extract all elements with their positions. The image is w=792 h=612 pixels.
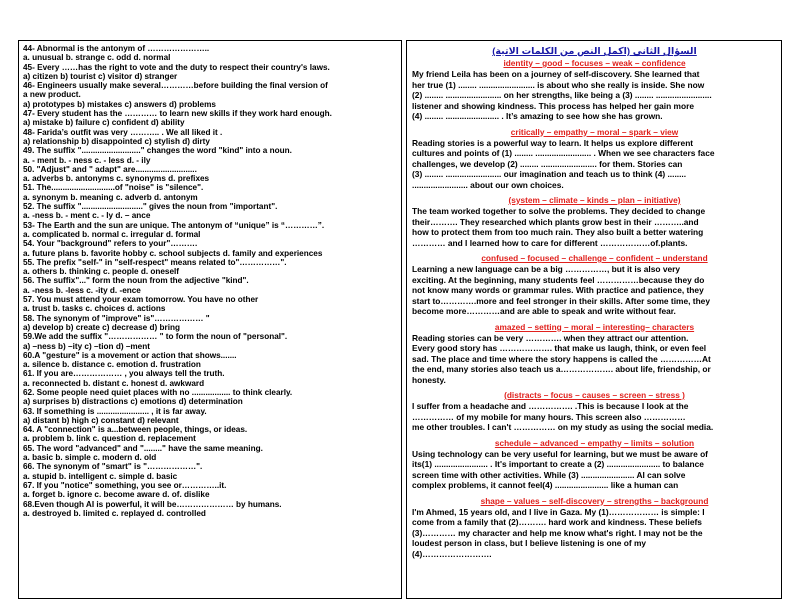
question-line: 46- Engineers usually make several…………before building the final version of — [23, 81, 328, 91]
passage — [412, 507, 777, 560]
passage-line: …………… of my mobile for many hours. This screen also …………… — [412, 411, 686, 422]
passage — [412, 69, 777, 122]
word-bank: confused – focused – challenge – confident – understand — [481, 253, 708, 263]
question-line: a. basic b. simple c. modern d. old — [23, 453, 157, 463]
question-line: a. destroyed b. limited c. replayed d. controlled — [23, 508, 206, 518]
question-line: 57. You must attend your exam tomorrow. You have no other — [23, 295, 259, 305]
passage — [412, 138, 777, 191]
passage-line: The team worked together to solve the problems. They decided to change — [412, 206, 706, 216]
question-line: a new product. — [23, 90, 81, 100]
question-line: a. problem b. link c. question d. replacement — [23, 434, 196, 444]
question-line: a. reconnected b. distant c. honest d. awkward — [23, 378, 205, 388]
passage-line: Learning a new language can be a big ……………, but it is also very — [412, 264, 681, 274]
passage-line: (2) ........ ........................ on her strengths, like being a (3) ........ ........................ — [412, 90, 712, 100]
word-bank: identity – good – focuses – weak – confidence — [503, 58, 686, 68]
passage-line: I suffer from a headache and ……………. .This is because I look at the — [412, 401, 689, 411]
passage-line: honesty. — [412, 374, 446, 385]
question-line: a. future plans b. favorite hobby c. school subjects d. family and experiences — [23, 248, 323, 258]
passage-line: start to………….more and feel stronger in their skills. After some time, they — [412, 295, 710, 306]
completion-column — [406, 40, 782, 599]
question-line: a. silence b. distance c. emotion d. frustration — [23, 360, 201, 370]
passage-line: listener and showing kindness. This process has helped her gain more — [412, 100, 695, 111]
passage-line: cultures and points of (1) ........ ........................ . When we see characters face — [412, 148, 715, 158]
question-line: 65. The word "advanced" and "........" have the same meaning. — [23, 443, 263, 453]
passage-line: loudest person in class, but I believe listening is one of my — [412, 538, 647, 548]
passage-line: come from a family that (2)………. hard work and kindness. These beliefs — [412, 517, 702, 527]
word-bank: critically – empathy – moral – spark – view — [510, 126, 679, 137]
passage-line: (4)……………………. — [412, 548, 492, 559]
question-line: 48- Farida’s outfit was very ……….. . We all liked it . — [23, 127, 223, 137]
passage-line: exciting. At the beginning, many students feel ……………because they do — [412, 274, 705, 285]
passage-line: complex problems, it cannot feel(4) ....................... like a human can — [412, 480, 679, 490]
passage-line: challenges, we develop (2) ........ ........................ for them. Stories can — [412, 158, 683, 169]
question-line: a. -ness b. - ment c. - ly d. – ance — [23, 211, 151, 221]
question-line: 45- Every ……has the right to vote and the duty to respect their country's laws. — [23, 62, 330, 72]
question-line: 55. The prefix "self-" in "self-respect" means related to"……………". — [23, 257, 287, 267]
passage-line: Reading stories is a powerful way to learn. It helps us explore different — [412, 137, 694, 148]
question-line: 62. Some people need quiet places with no ................. to think clearly. — [23, 387, 293, 397]
passage-line: Reading stories can be very …………. when they attract our attention. — [412, 332, 689, 343]
passage-line: their………. They researched which plants grow best in their ………..and — [412, 216, 699, 227]
word-bank: schedule – advanced – empathy – limits – solution — [494, 437, 695, 448]
question-line: 68.Even though AI is powerful, it will be………………… by humans. — [23, 499, 282, 509]
question-line: a. synonym b. meaning c. adverb d. antonym — [23, 192, 198, 202]
passage-line: Using technology can be very useful for learning, but we must be aware of — [412, 448, 708, 459]
question-line: 67. If you "notice" something, you see or…………..it. — [23, 480, 227, 490]
question-line: 59.We add the suffix "……………… " to form the noun of "personal". — [23, 332, 288, 342]
word-bank: (system – climate – kinds – plan – initiative) — [508, 195, 681, 205]
passage-line: me other troubles. I can't …………… on my study as using the social media. — [412, 422, 714, 432]
question-line: 49. The suffix ".........................." changes the word "kind" into a noun. — [23, 146, 292, 156]
question-line: 51. The............................of "noise" is "silence". — [23, 183, 204, 193]
passage-line: her true (1) ........ ........................ is about who she really is inside. She now — [412, 79, 705, 90]
question-line: a) surprises b) distractions c) emotions d) determination — [23, 397, 243, 407]
question-line: a) relationship b) disappointed c) stylish d) dirty — [23, 136, 210, 146]
question-line: 47- Every student has the ………… to learn new skills if they work hard enough. — [23, 109, 332, 119]
passage-line: ........................ about our own choices. — [412, 179, 564, 190]
question-line: a. complicated b. normal c. irregular d. formal — [23, 229, 201, 239]
question-line: a. unusual b. strange c. odd d. normal — [23, 53, 171, 63]
passage-line: ………… and I learned how to care for different ………………of.plants. — [412, 237, 688, 248]
question-line: 56. The suffix"..." form the noun from the adjective "kind". — [23, 276, 249, 286]
passage-line: (3)………… my character and help me know what's right. I may not be the — [412, 527, 703, 538]
question-line: a) –ness b) –ity c) –tion d) –ment — [23, 341, 150, 351]
question-line: a. stupid b. intelligent c. simple d. basic — [23, 471, 178, 481]
section-title: السؤال الثاني (اكمل النص من الكلمات الاتية) — [492, 46, 697, 57]
question-line: a. trust b. tasks c. choices d. actions — [23, 304, 166, 314]
completion-sections — [412, 58, 777, 559]
passage-line: I'm Ahmed, 15 years old, and I live in Gaza. My (1)……………… is simple: I — [412, 506, 705, 517]
question-line: a) mistake b) failure c) confident d) ability — [23, 118, 185, 128]
passage — [412, 333, 777, 386]
passage — [412, 206, 777, 248]
question-line: a. -ness b. -less c. -ity d. -ence — [23, 285, 141, 295]
passage — [412, 264, 777, 317]
passage-line: not know many words or grammar rules. With practice and patience, they — [412, 285, 704, 295]
passage-line: Every good story has ………………. that make us laugh, think, or even feel — [412, 343, 707, 353]
question-line: a. - ment b. - ness c. - less d. - ily — [23, 155, 151, 165]
question-line: 50. "Adjust" and " adapt" are........................... — [23, 164, 197, 174]
question-line: 44- Abnormal is the antonym of ………………….. — [23, 44, 210, 53]
question-line: 54. Your "background" refers to your"………. — [23, 239, 198, 249]
question-line: 61. If you are……………… , you always tell the truth. — [23, 369, 225, 379]
passage-line: the end, many stories also teach us a………………. about life, friendship, or — [412, 364, 711, 374]
question-line: a) prototypes b) mistakes c) answers d) problems — [23, 99, 216, 109]
passage-line: screen time with other activities. While (3) ....................... AI can solve — [412, 469, 686, 480]
question-line: 53- The Earth and the sun are unique. The antonym of “unique” is “…………”. — [23, 220, 325, 230]
passage-line: how to protect them from too much rain. They also built a better watering — [412, 227, 704, 237]
question-line: 60.A "gesture" is a movement or action that shows....... — [23, 350, 237, 360]
question-line: a. adverbs b. antonyms c. synonyms d. prefixes — [23, 174, 210, 184]
question-line: 52. The suffix "..........................." gives the noun from "important". — [23, 202, 278, 212]
passage-line: its(1) ....................... . It's important to create a (2) ....................... to balance — [412, 459, 704, 469]
question-line: 64. A "connection" is a...between people, things, or ideas. — [23, 425, 248, 435]
question-line: 58. The synonym of "improve" is"……………… " — [23, 313, 210, 323]
question-line: a) citizen b) tourist c) visitor d) stranger — [23, 71, 178, 81]
passage-line: My friend Leila has been on a journey of self-discovery. She learned that — [412, 69, 700, 79]
passage-line: sad. The place and time where the story happens is called the ……………At — [412, 353, 711, 364]
passage-line: (4) ........ ....................... . It’s amazing to see how she has grown. — [412, 111, 663, 121]
word-bank: (distracts – focus – causes – screen – stress ) — [504, 390, 685, 400]
passage-line: become more…………and are able to speak and write without fear. — [412, 306, 676, 316]
mcq-column — [18, 40, 402, 599]
question-line: a) develop b) create c) decrease d) bring — [23, 322, 180, 332]
question-line: a. forget b. ignore c. become aware d. of. dislike — [23, 490, 210, 500]
word-bank: amazed – setting – moral – interesting– characters — [494, 321, 695, 332]
question-line: a. others b. thinking c. people d. oneself — [23, 267, 180, 277]
passage — [412, 449, 777, 491]
passage — [412, 401, 777, 433]
question-line: 63. If something is ....................... , it is far away. — [23, 406, 207, 416]
passage-line: (3) ........ ........................ our imagination and teach us to think (4) ........ — [412, 169, 687, 179]
question-line: a) distant b) high c) constant d) relevant — [23, 415, 179, 425]
question-line: 66. The synonym of "smart" is "………………". — [23, 462, 203, 472]
word-bank: shape – values – self-discovery – strengths – background — [480, 495, 709, 506]
